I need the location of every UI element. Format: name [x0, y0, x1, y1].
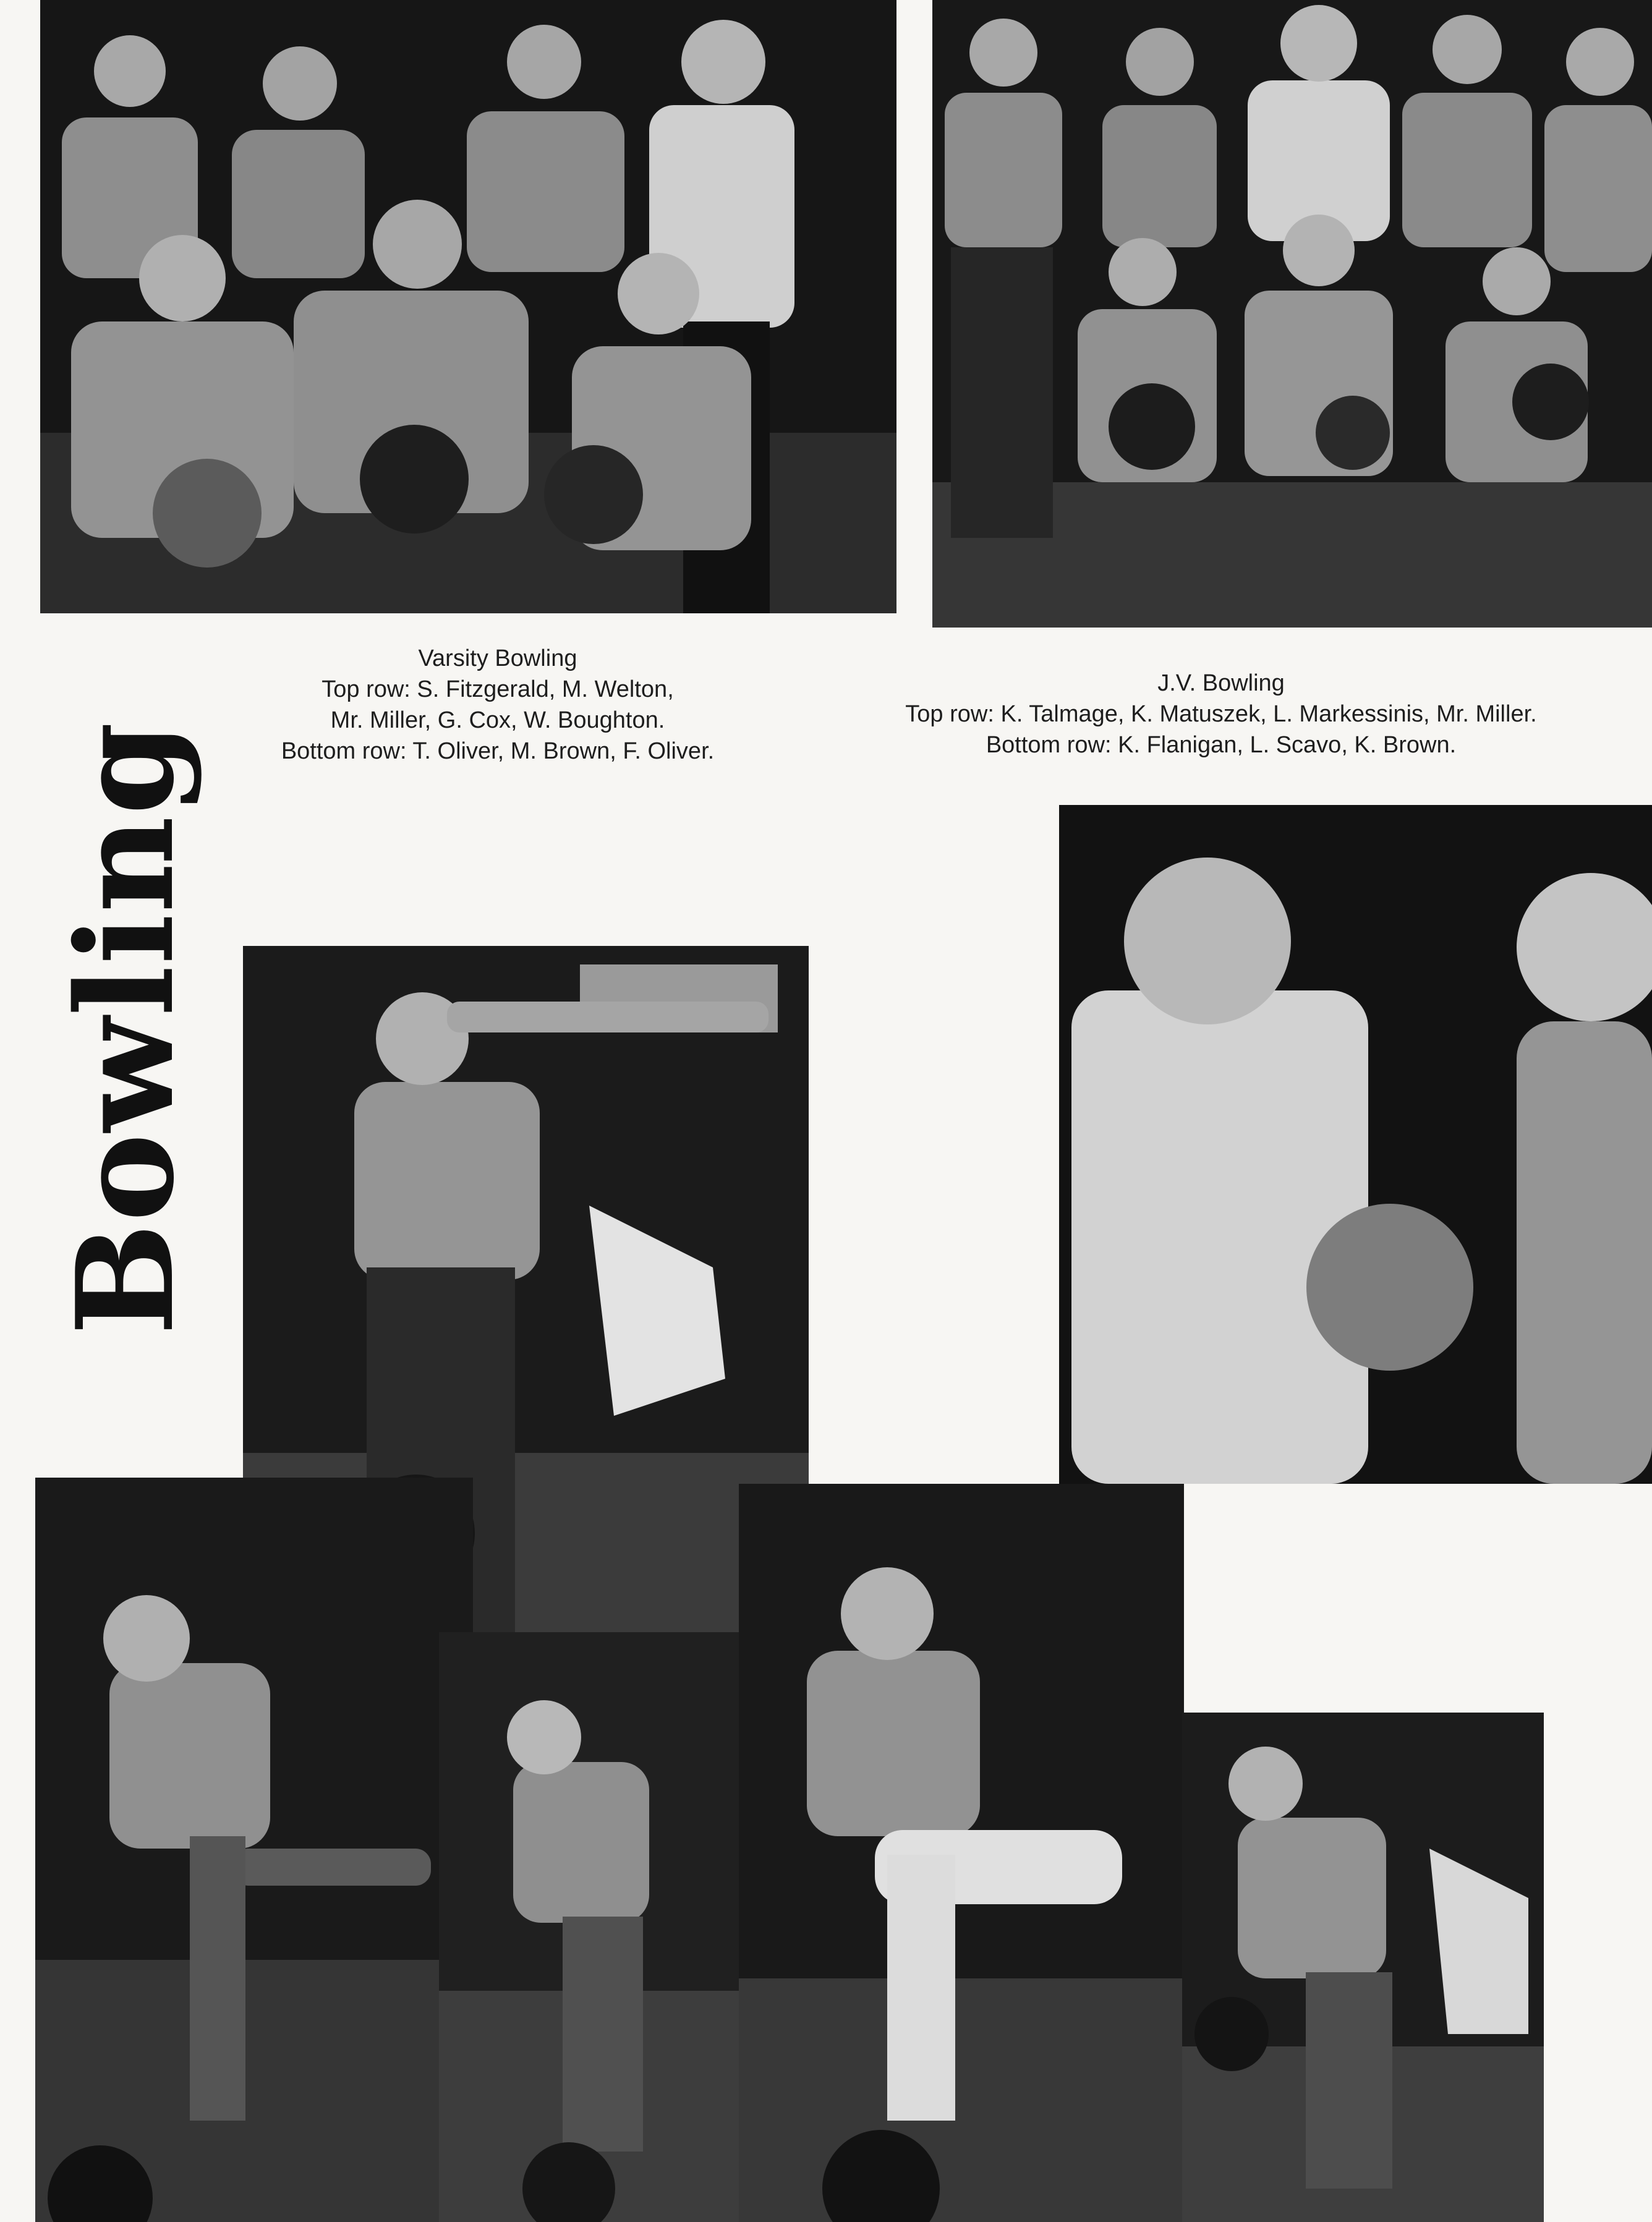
bowler-left-photo — [35, 1478, 473, 2222]
varsity-caption-title: Varsity Bowling — [418, 645, 577, 671]
bowler-right-photo — [1182, 1713, 1544, 2222]
jv-team-photo — [932, 0, 1652, 628]
bowler-center-photo — [739, 1484, 1184, 2222]
varsity-caption — [185, 643, 810, 767]
bowler-girl-photo — [439, 1632, 742, 2222]
jv-caption-line: Top row: K. Talmage, K. Matuszek, L. Markessinis, Mr. Miller. — [905, 701, 1537, 727]
jv-caption-line: Bottom row: K. Flanigan, L. Scavo, K. Brown. — [986, 732, 1457, 758]
varsity-caption-line: Top row: S. Fitzgerald, M. Welton, — [321, 676, 674, 702]
jv-caption — [828, 668, 1614, 760]
section-title-vertical: Bowling — [47, 720, 203, 1335]
varsity-team-photo — [40, 0, 896, 613]
jv-caption-title: J.V. Bowling — [1157, 670, 1285, 696]
varsity-caption-line: Bottom row: T. Oliver, M. Brown, F. Oliver. — [281, 738, 715, 764]
coach-handing-ball-photo — [1059, 805, 1652, 1484]
varsity-caption-line: Mr. Miller, G. Cox, W. Boughton. — [330, 707, 665, 733]
